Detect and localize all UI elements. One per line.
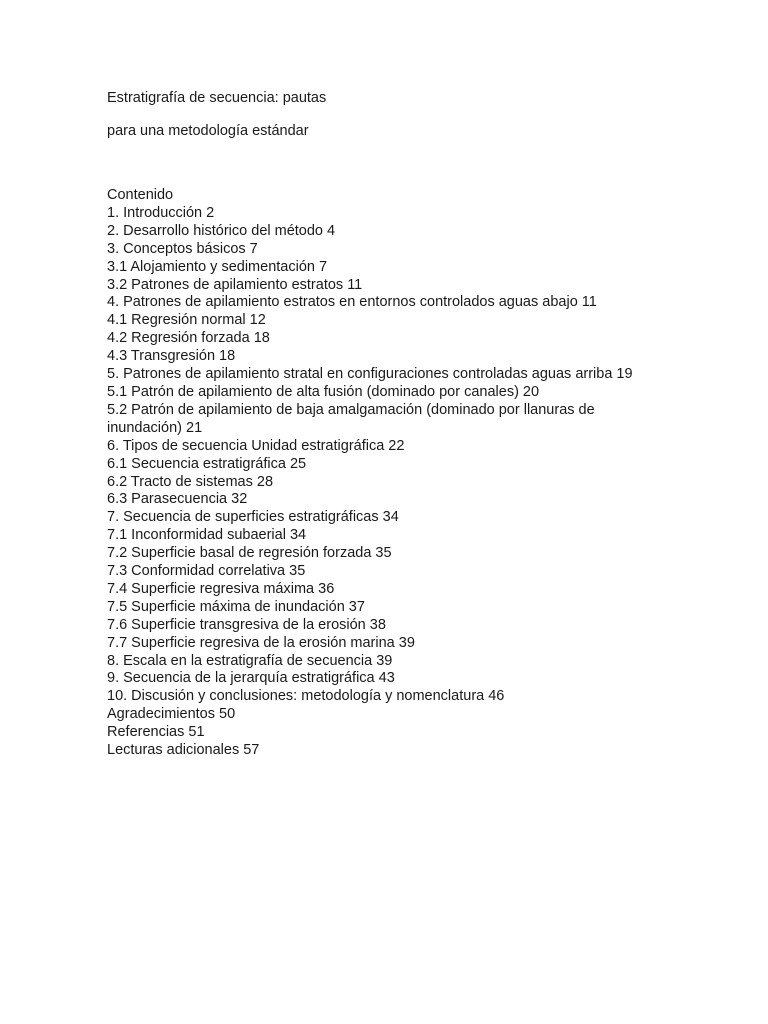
toc-entry: 1. Introducción 2 — [107, 204, 215, 221]
toc-entry: 5. Patrones de apilamiento stratal en configuraciones controladas aguas arriba 19 — [107, 366, 633, 383]
toc-entry: 3.1 Alojamiento y sedimentación 7 — [107, 258, 328, 275]
toc-entry: Referencias 51 — [107, 724, 205, 741]
toc-entry: 4.3 Transgresión 18 — [107, 348, 236, 365]
table-of-contents — [107, 187, 667, 760]
toc-entry: 6.3 Parasecuencia 32 — [107, 491, 248, 508]
document-title-line-1: Estratigrafía de secuencia: pautas — [107, 90, 327, 106]
toc-entry: 7.2 Superficie basal de regresión forzada 35 — [107, 545, 392, 562]
toc-entry: 8. Escala en la estratigrafía de secuencia 39 — [107, 652, 393, 669]
toc-entry: Agradecimientos 50 — [107, 706, 236, 723]
toc-entry: 7.1 Inconformidad subaerial 34 — [107, 527, 307, 544]
toc-heading: Contenido — [107, 187, 174, 203]
toc-entry: 7. Secuencia de superficies estratigráficas 34 — [107, 509, 399, 526]
toc-entry: 6.1 Secuencia estratigráfica 25 — [107, 455, 307, 472]
toc-entry: 4. Patrones de apilamiento estratos en entornos controlados aguas abajo 11 — [107, 294, 597, 311]
toc-entry: 5.2 Patrón de apilamiento de baja amalgamación (dominado por llanuras de inundación) 21 — [107, 401, 595, 436]
toc-entry: 7.5 Superficie máxima de inundación 37 — [107, 598, 365, 615]
toc-entry: 7.3 Conformidad correlativa 35 — [107, 563, 306, 580]
toc-entry: 2. Desarrollo histórico del método 4 — [107, 222, 336, 239]
toc-entry: 7.4 Superficie regresiva máxima 36 — [107, 580, 335, 597]
toc-entry: 7.7 Superficie regresiva de la erosión marina 39 — [107, 634, 415, 651]
toc-entry: 9. Secuencia de la jerarquía estratigráfica 43 — [107, 670, 395, 687]
toc-list — [107, 205, 667, 760]
toc-entry: 4.2 Regresión forzada 18 — [107, 330, 270, 347]
toc-entry: 3. Conceptos básicos 7 — [107, 240, 258, 257]
toc-entry: 6. Tipos de secuencia Unidad estratigráfica 22 — [107, 437, 405, 454]
toc-entry: 5.1 Patrón de apilamiento de alta fusión (dominado por canales) 20 — [107, 383, 540, 400]
toc-entry: 7.6 Superficie transgresiva de la erosión 38 — [107, 616, 386, 633]
document-title-line-2: para una metodología estándar — [107, 123, 309, 139]
toc-entry: Lecturas adicionales 57 — [107, 742, 260, 759]
toc-entry: 3.2 Patrones de apilamiento estratos 11 — [107, 276, 363, 293]
document-page — [107, 90, 667, 760]
toc-entry: 4.1 Regresión normal 12 — [107, 312, 266, 329]
toc-entry: 6.2 Tracto de sistemas 28 — [107, 473, 274, 490]
toc-entry: 10. Discusión y conclusiones: metodología y nomenclatura 46 — [107, 688, 505, 705]
